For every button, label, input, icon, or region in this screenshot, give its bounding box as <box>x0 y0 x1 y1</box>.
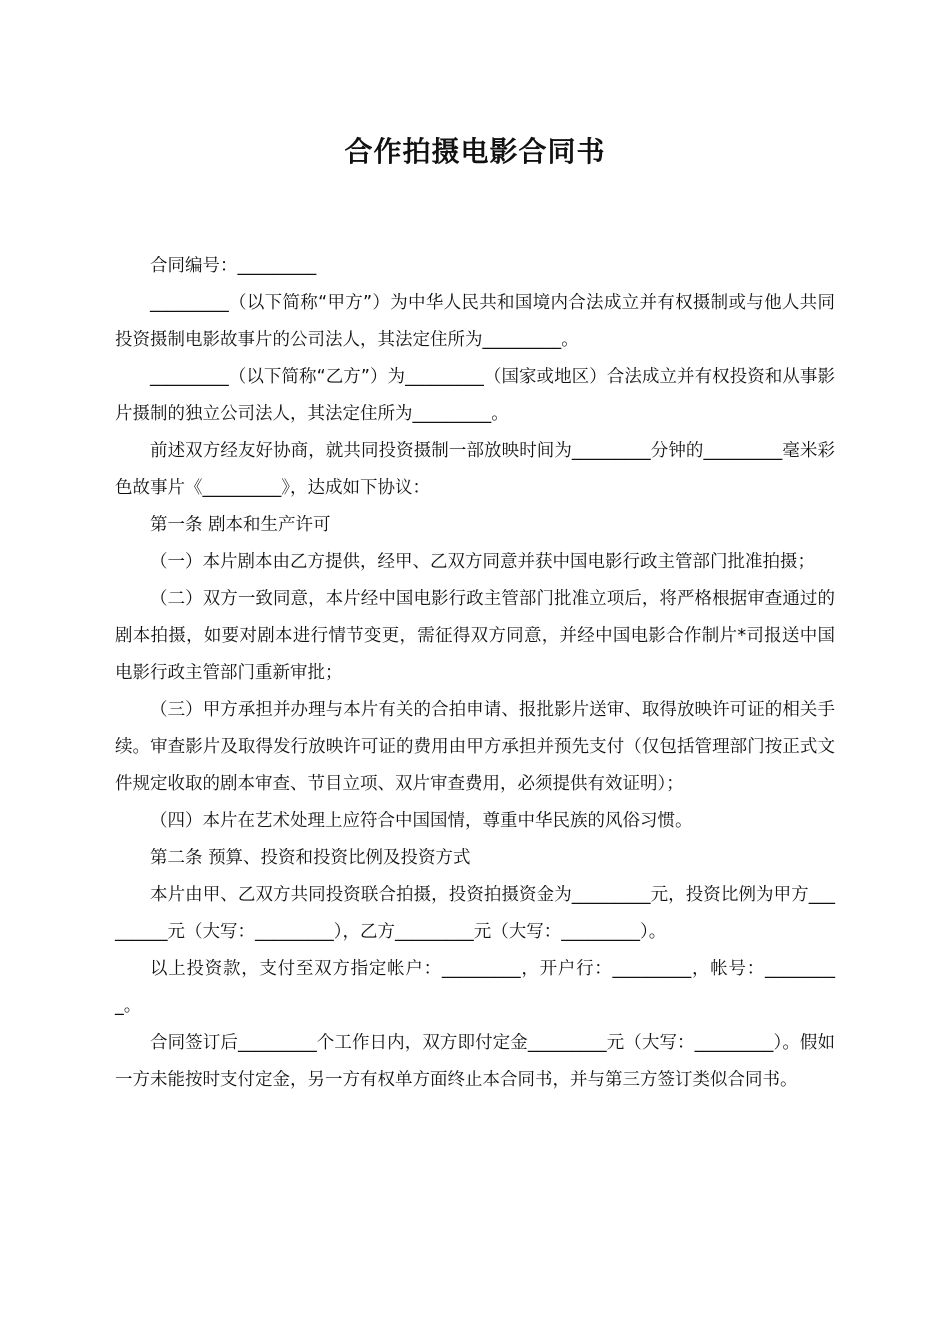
party-b-clause: _________（以下简称“乙方”）为_________（国家或地区）合法成立并有权投资和从事影片摄制的独立公司法人，其法定住所为_________。 <box>115 367 835 424</box>
preamble: 前述双方经友好协商，就共同投资摄制一部放映时间为_________分钟的_________毫米彩色故事片《_________》，达成如下协议： <box>115 441 835 498</box>
article-1-item-2: （二）双方一致同意，本片经中国电影行政主管部门批准立项后，将严格根据审查通过的剧本拍摄，如要对剧本进行情节变更，需征得双方同意，并经中国电影合作制片*司报送中国电影行政主管部门重新审批； <box>115 589 835 683</box>
article-1-heading: 第一条 剧本和生产许可 <box>150 515 331 535</box>
article-2-investment: 本片由甲、乙双方共同投资联合拍摄，投资拍摄资金为_________元，投资比例为甲方_________元（大写：_________），乙方_________元（大写：_________）。 <box>115 885 835 942</box>
article-2-deposit: 合同签订后_________个工作日内，双方即付定金_________元（大写：_________）。假如一方未能按时支付定金，另一方有权单方面终止本合同书，并与第三方签订类似合同书。 <box>115 1033 835 1090</box>
article-2-account: 以上投资款，支付至双方指定帐户：_________，开户行：_________，帐号：_________。 <box>115 959 835 1016</box>
article-1-item-4: （四）本片在艺术处理上应符合中国国情，尊重中华民族的风俗习惯。 <box>150 811 693 831</box>
document-title: 合作拍摄电影合同书 <box>344 135 606 168</box>
article-1-item-1: （一）本片剧本由乙方提供，经甲、乙双方同意并获中国电影行政主管部门批准拍摄； <box>150 552 815 572</box>
article-2-heading: 第二条 预算、投资和投资比例及投资方式 <box>150 848 471 868</box>
party-a-clause: _________（以下简称“甲方”）为中华人民共和国境内合法成立并有权摄制或与他人共同投资摄制电影故事片的公司法人，其法定住所为_________。 <box>115 293 835 350</box>
document-body <box>115 248 835 1099</box>
contract-number: 合同编号：_________ <box>150 256 317 276</box>
article-1-item-3: （三）甲方承担并办理与本片有关的合拍申请、报批影片送审、取得放映许可证的相关手续。审查影片及取得发行放映许可证的费用由甲方承担并预先支付（仅包括管理部门按正式文件规定收取的剧本审查、节目立项、双片审查费用，必须提供有效证明）； <box>115 700 835 794</box>
